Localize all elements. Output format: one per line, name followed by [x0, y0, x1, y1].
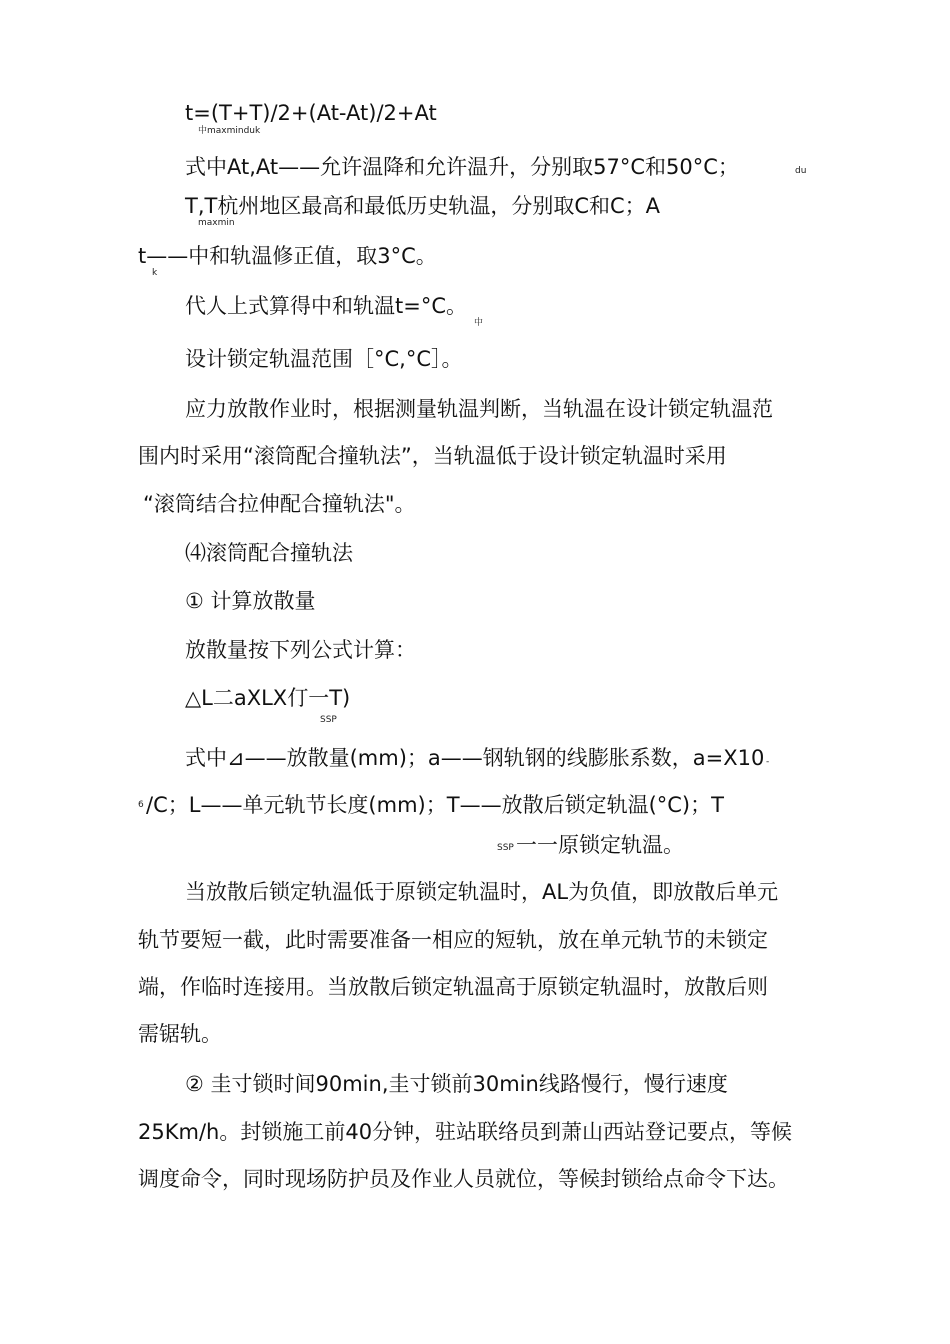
subscript: SSP: [497, 843, 514, 853]
paragraph-line: 调度命令，同时现场防护员及作业人员就位，等候封锁给点命令下达。: [138, 1167, 789, 1191]
text-line: 设计锁定轨温范围［°C,°C］。: [185, 347, 463, 371]
text-line: 式中At,At——允许温降和允许温升，分别取57°C和50°C；: [185, 155, 739, 179]
formula-subscript: 中maxminduk: [198, 126, 261, 136]
text-line: 一一原锁定轨温。: [516, 833, 684, 857]
paragraph-line: 当放散后锁定轨温低于原锁定轨温时，AL为负值，即放散后单元: [185, 880, 779, 904]
text-line: 代人上式算得中和轨温t=°C。: [185, 294, 467, 318]
paragraph-line: 端，作临时连接用。当放散后锁定轨温高于原锁定轨温时，放散后则: [138, 975, 768, 999]
paragraph-line: ② 圭寸锁时间90min,圭寸锁前30min线路慢行，慢行速度: [185, 1072, 728, 1096]
paragraph-line: “滚筒结合拉伸配合撞轨法"。: [143, 492, 416, 516]
subscript: -: [766, 757, 770, 767]
subscript: 6: [138, 800, 144, 810]
section-heading: ⑷滚筒配合撞轨法: [185, 541, 353, 565]
text-line: 放散量按下列公式计算：: [185, 638, 416, 662]
paragraph-line: 轨节要短一截，此时需要准备一相应的短轨，放在单元轨节的未锁定: [138, 928, 768, 952]
paragraph-line: 应力放散作业时，根据测量轨温判断，当轨温在设计锁定轨温范: [185, 397, 773, 421]
text-line: t——中和轨温修正值，取3°C。: [138, 244, 437, 268]
text-line: T,T杭州地区最高和最低历史轨温，分别取C和C；A: [185, 194, 661, 218]
formula-line: t=(T+T)/2+(At-At)/2+At: [185, 101, 437, 125]
subscript: du: [795, 166, 807, 176]
subscript: k: [152, 268, 158, 278]
text-line: 式中⊿——放散量(mm)；a——钢轨钢的线膨胀系数，a=X10: [185, 746, 765, 770]
formula-line: △L二aXLX仃一T): [185, 686, 351, 710]
step-heading: ① 计算放散量: [185, 589, 316, 613]
paragraph-line: 围内时采用“滚筒配合撞轨法”，当轨温低于设计锁定轨温时采用: [138, 444, 727, 468]
subscript: 中: [474, 318, 484, 328]
paragraph-line: 25Km/h。封锁施工前40分钟，驻站联络员到萧山西站登记要点，等候: [138, 1120, 793, 1144]
text-line: /C；L——单元轨节长度(mm)；T——放散后锁定轨温(°C)；T: [146, 793, 724, 817]
subscript: maxmin: [198, 218, 235, 228]
subscript: SSP: [320, 715, 337, 725]
paragraph-line: 需锯轨。: [138, 1022, 222, 1046]
